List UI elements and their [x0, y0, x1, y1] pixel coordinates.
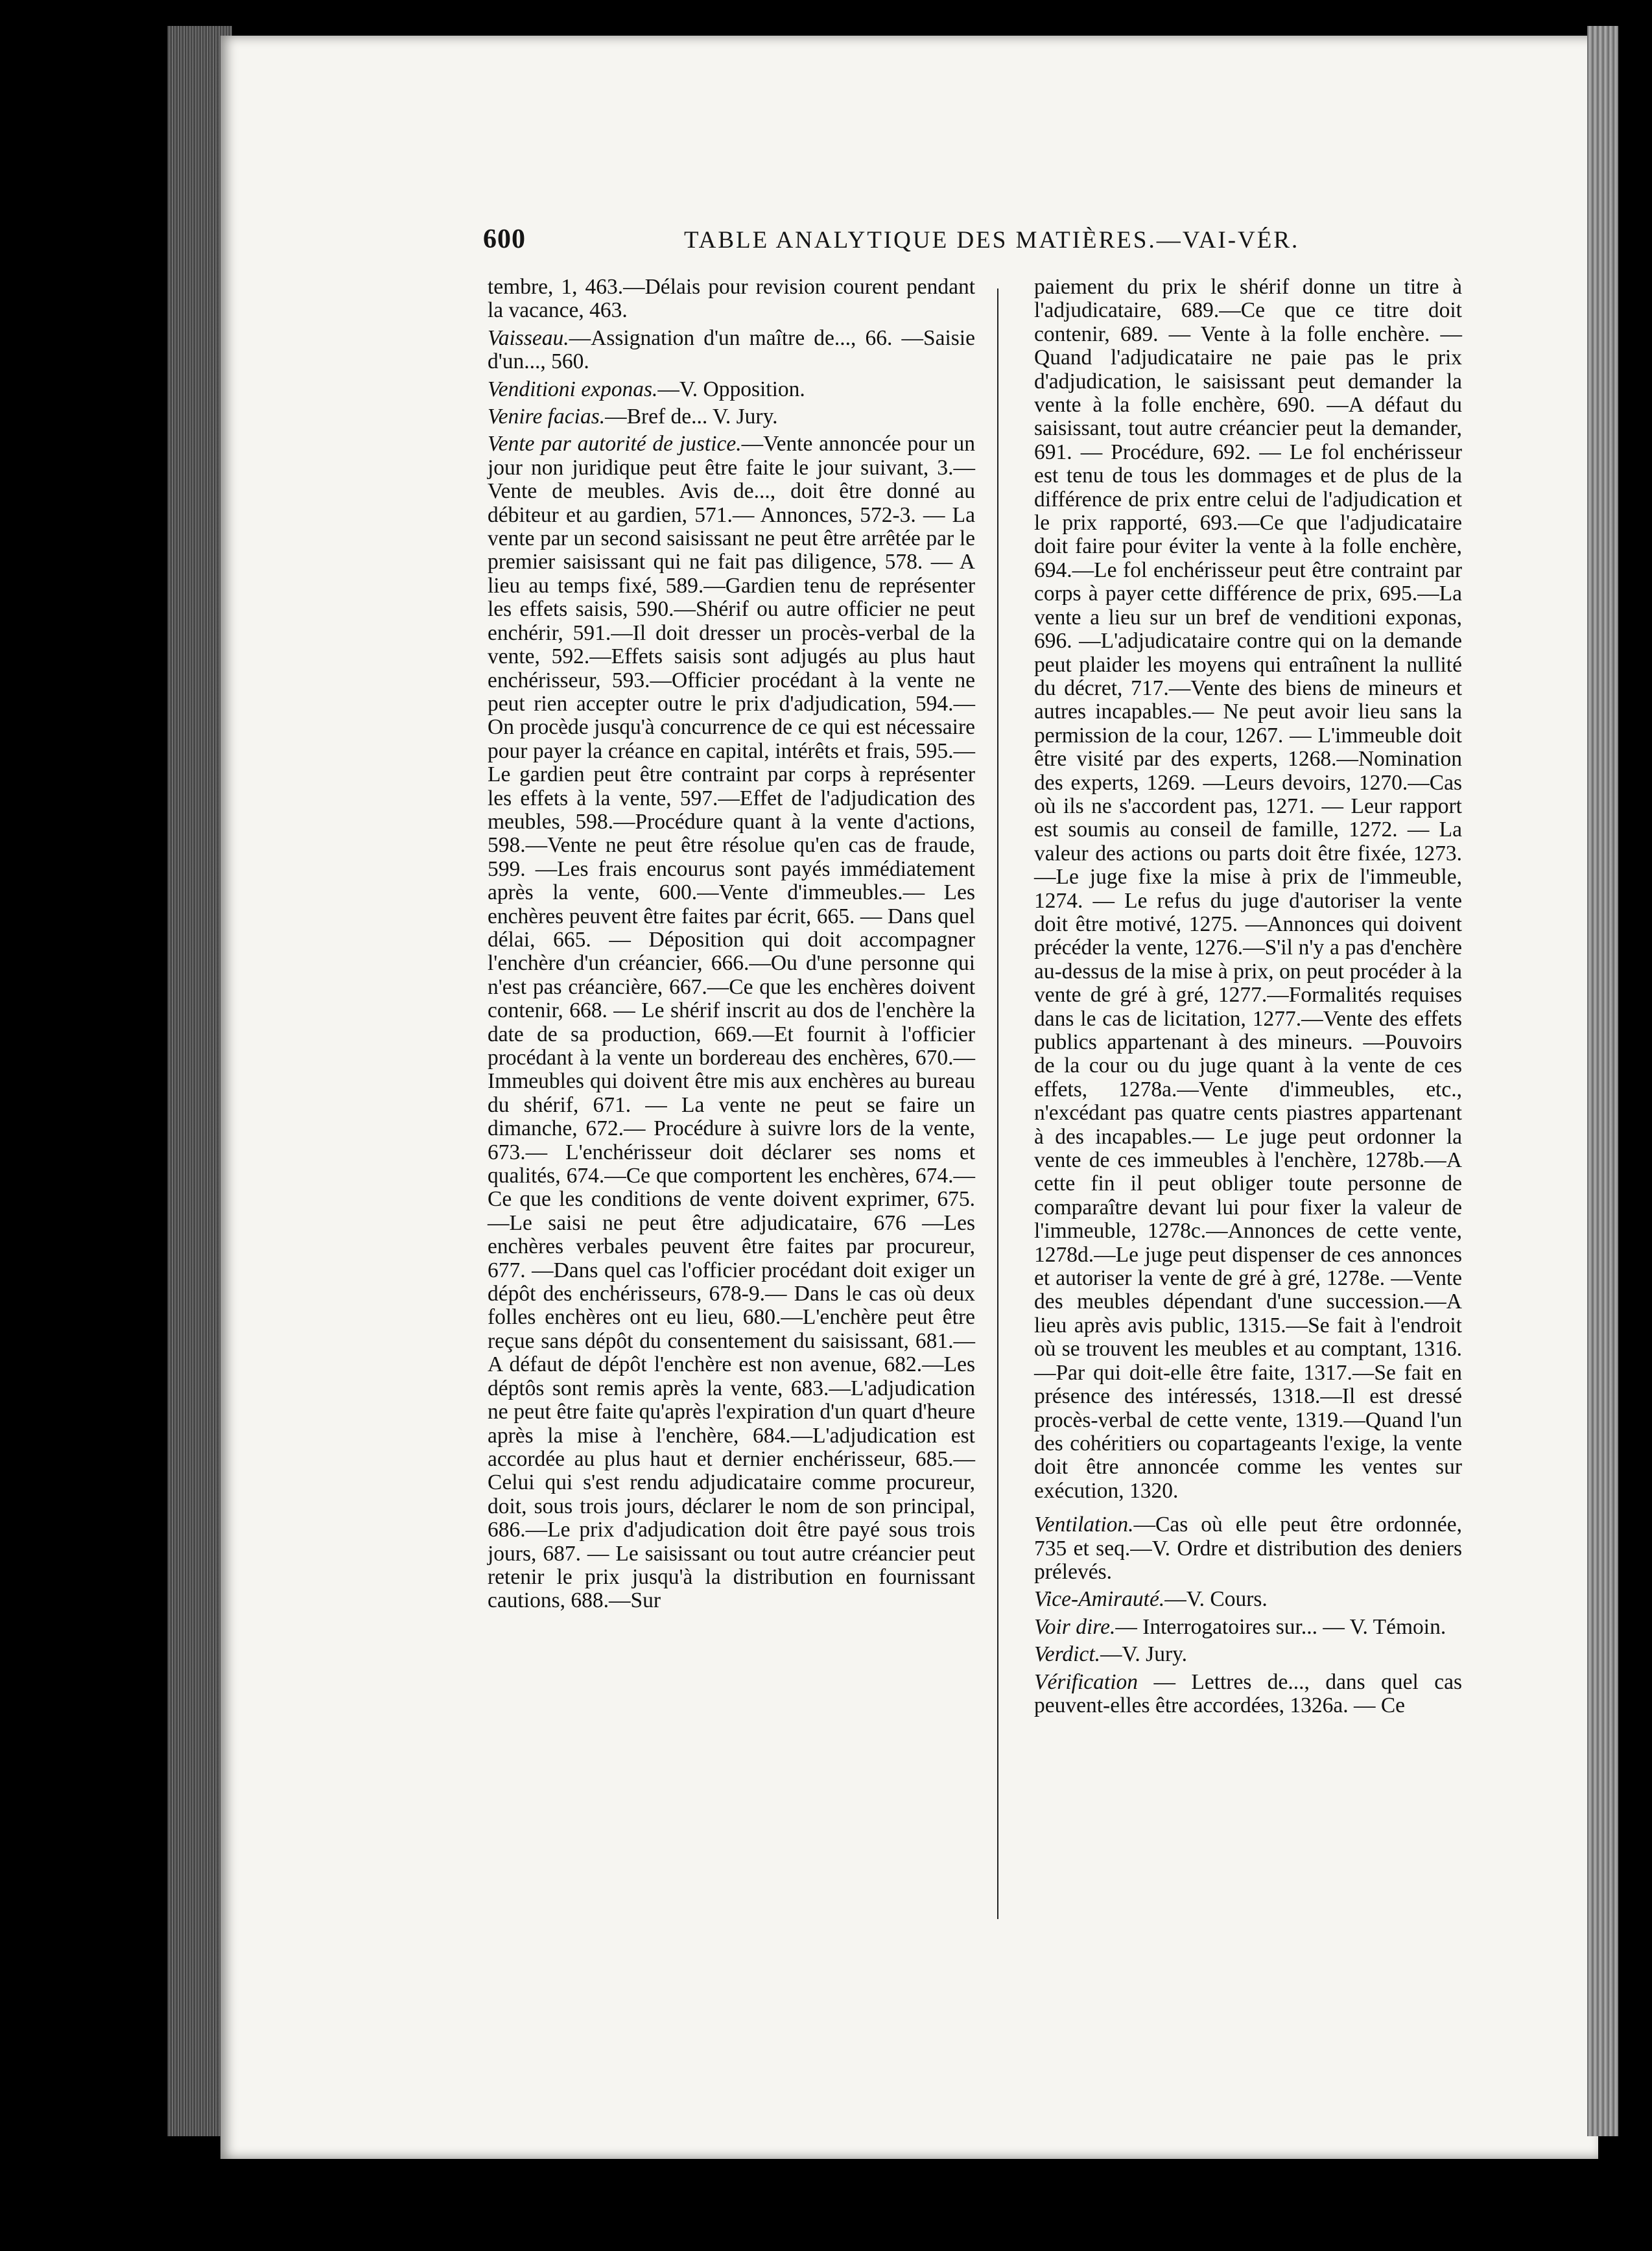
entry-text: —V. Jury.	[1100, 1642, 1188, 1667]
entry-heading: Voir dire.	[1034, 1614, 1116, 1639]
entry-text: — Lettres de..., dans quel cas peuvent-elles être accordées, 1326a. — Ce	[1034, 1669, 1462, 1717]
index-entry	[1034, 1588, 1462, 1611]
index-entry	[488, 327, 975, 374]
column-divider	[997, 289, 998, 1919]
entry-heading: Vente par autorité de justice.	[488, 432, 742, 456]
running-title: TABLE ANALYTIQUE DES MATIÈRES.—VAI-VÉR.	[684, 227, 1300, 253]
entry-heading: Vérification	[1034, 1669, 1139, 1694]
entry-text: —Cas où elle peut être ordonnée, 735 et seq.—V. Ordre et distribution des deniers prélevés.	[1034, 1513, 1462, 1584]
index-entry	[1034, 1616, 1462, 1639]
index-entry	[488, 432, 975, 1612]
page-fore-edge	[1587, 26, 1618, 2136]
index-entry	[1034, 1671, 1462, 1718]
entry-heading: Vaisseau.	[488, 325, 569, 350]
entry-text: —V. Opposition.	[657, 377, 805, 401]
entry-text: —Assignation d'un maître de..., 66. —Saisie d'un..., 560.	[488, 325, 975, 374]
index-entry	[1034, 1513, 1462, 1584]
page-header	[483, 224, 1310, 263]
left-column	[488, 276, 975, 1613]
entry-text: — Interrogatoires sur... — V. Témoin.	[1115, 1614, 1446, 1639]
entry-text: tembre, 1, 463.—Délais pour revision courent pendant la vacance, 463.	[488, 275, 975, 323]
index-entry	[488, 378, 975, 401]
entry-text: —V. Cours.	[1164, 1587, 1268, 1612]
entry-text: paiement du prix le shérif donne un titre à l'adjudicataire, 689.—Ce que ce titre doit contenir, 689. — Vente à la folle enchère. — Quand l'adjudicataire ne paie pas le prix d'adjudication, le saisissant peut demander la vente à la folle enchère, 690. —A défaut du saisissant, tout autre créancier peut la demander, 691. — Procédure, 692. — Le fol enchérisseur est tenu de tous les dommages et de plus de la différence de prix entre celui de l'adjudication et le prix rapporté, 693.—Ce que l'adjudicataire doit faire pour éviter la vente à la folle enchère, 694.—Le fol enchérisseur peut être contraint par corps à payer cette différence de prix, 695.—La vente a lieu sur un bref de venditioni exponas, 696. —L'adjudicataire contre qui on la demande peut plaider les moyens qui entraînent la nullité du décret, 717.—Vente des biens de mineurs et autres incapables.— Ne peut avoir lieu sans la permission de la cour, 1267. — L'immeuble doit être visité par des experts, 1268.—Nomination des experts, 1269. —Leurs devoirs, 1270.—Cas où ils ne s'accordent pas, 1271. — Leur rapport est soumis au conseil de famille, 1272. — La valeur des actions ou parts doit être fixée, 1273.—Le juge fixe la mise à prix de l'immeuble, 1274. — Le refus du juge d'autoriser la vente doit être motivé, 1275. —Annonces qui doivent précéder la vente, 1276.—S'il n'y a pas d'enchère au-dessus de la mise à prix, on peut procéder à la vente de gré à gré, 1277.—Formalités requises dans le cas de licitation, 1277.—Vente des effets publics appartenant à des mineurs. —Pouvoirs de la cour ou du juge quant à la vente de ces effets, 1278a.—Vente d'immeubles, etc., n'excédant pas quatre cents piastres appartenant à des incapables.— Le juge peut ordonner la vente de ces immeubles à l'enchère, 1278b.—A cette fin il peut obliger toute personne de comparaître devant lui pour fixer la valeur de l'immeuble, 1278c.—Annonces de cette vente, 1278d.—Le juge peut dispenser de ces annonces et autoriser la vente de gré à gré, 1278e. —Vente des meubles dépendant d'une succession.—A lieu après avis public, 1315.—Se fait à l'endroit où se trouvent les meubles et au comptant, 1316.—Par qui doit-elle être faite, 1317.—Se fait en présence des intéressés, 1318.—Il est dressé procès-verbal de cette vente, 1319.—Quand l'un des cohéritiers ou copartageants l'exige, la vente doit être annoncée comme les ventes sur exécution, 1320.	[1034, 275, 1462, 1503]
index-entry	[1034, 276, 1462, 1503]
entry-heading: Venditioni exponas.	[488, 377, 658, 401]
entry-heading: Ventilation.	[1034, 1513, 1134, 1537]
right-column	[1034, 276, 1462, 1717]
entry-text: —Bref de... V. Jury.	[605, 405, 778, 429]
page-number: 600	[483, 224, 526, 254]
entry-heading: Verdict.	[1034, 1642, 1101, 1667]
entry-heading: Venire facias.	[488, 405, 606, 429]
entry-heading: Vice-Amirauté.	[1034, 1587, 1165, 1612]
entry-text: —Vente annoncée pour un jour non juridique peut être faite le jour suivant, 3.—Vente de meubles. Avis de..., doit être donné au débiteur et au gardien, 571.— Annonces, 572-3. — La vente par un second saisissant ne peut être arrêtée par le premier saisissant qui ne fait pas diligence, 578. — A lieu au temps fixé, 589.—Gardien tenu de représenter les effets saisis, 590.—Shérif ou autre officier ne peut enchérir, 591.—Il doit dresser un procès-verbal de la vente, 592.—Effets saisis sont adjugés au plus haut enchérisseur, 593.—Officier procédant à la vente ne peut rien accepter outre le prix d'adjudication, 594.—On procède jusqu'à concurrence de ce qui est nécessaire pour payer la créance en capital, intérêts et frais, 595.— Le gardien peut être contraint par corps à représenter les effets à la vente, 597.—Effet de l'adjudication des meubles, 598.—Procédure quant à la vente d'actions, 598.—Vente ne peut être résolue qu'en cas de fraude, 599. —Les frais encourus sont payés immédiatement après la vente, 600.—Vente d'immeubles.— Les enchères peuvent être faites par écrit, 665. — Dans quel délai, 665. — Déposition qui doit accompagner l'enchère d'un créancier, 666.—Ou d'une personne qui n'est pas créancière, 667.—Ce que les enchères doivent contenir, 668. — Le shérif inscrit au dos de l'enchère la date de sa production, 669.—Et fournit à l'officier procédant à la vente un bordereau des enchères, 670.—Immeubles qui doivent être mis aux enchères au bureau du shérif, 671. — La vente ne peut se faire un dimanche, 672.— Procédure à suivre lors de la vente, 673.— L'enchérisseur doit déclarer ses noms et qualités, 674.—Ce que comportent les enchères, 674.—Ce que les conditions de vente doivent exprimer, 675.—Le saisi ne peut être adjudicataire, 676 —Les enchères verbales peuvent être faites par procureur, 677. —Dans quel cas l'officier procédant doit exiger un dépôt des enchérisseurs, 678-9.— Dans le cas où deux folles enchères ont eu lieu, 680.—L'enchère peut être reçue sans dépôt du consentement du saisissant, 681.— A défaut de dépôt l'enchère est non avenue, 682.—Les déptôs sont remis après la vente, 683.—L'adjudication ne peut être faite qu'après l'expiration d'un quart d'heure après la mise à l'enchère, 684.—L'adjudication est accordée au plus haut et dernier enchérisseur, 685.—Celui qui s'est rendu adjudicataire comme procureur, doit, sous trois jours, déclarer le nom de son principal, 686.—Le prix d'adjudication doit être payé sous trois jours, 687. — Le saisissant ou tout autre créancier peut retenir le prix jusqu'à la distribution en fournissant cautions, 688.—Sur	[488, 432, 975, 1613]
index-entry	[1034, 1643, 1462, 1666]
index-entry	[488, 405, 975, 429]
index-entry	[488, 276, 975, 323]
